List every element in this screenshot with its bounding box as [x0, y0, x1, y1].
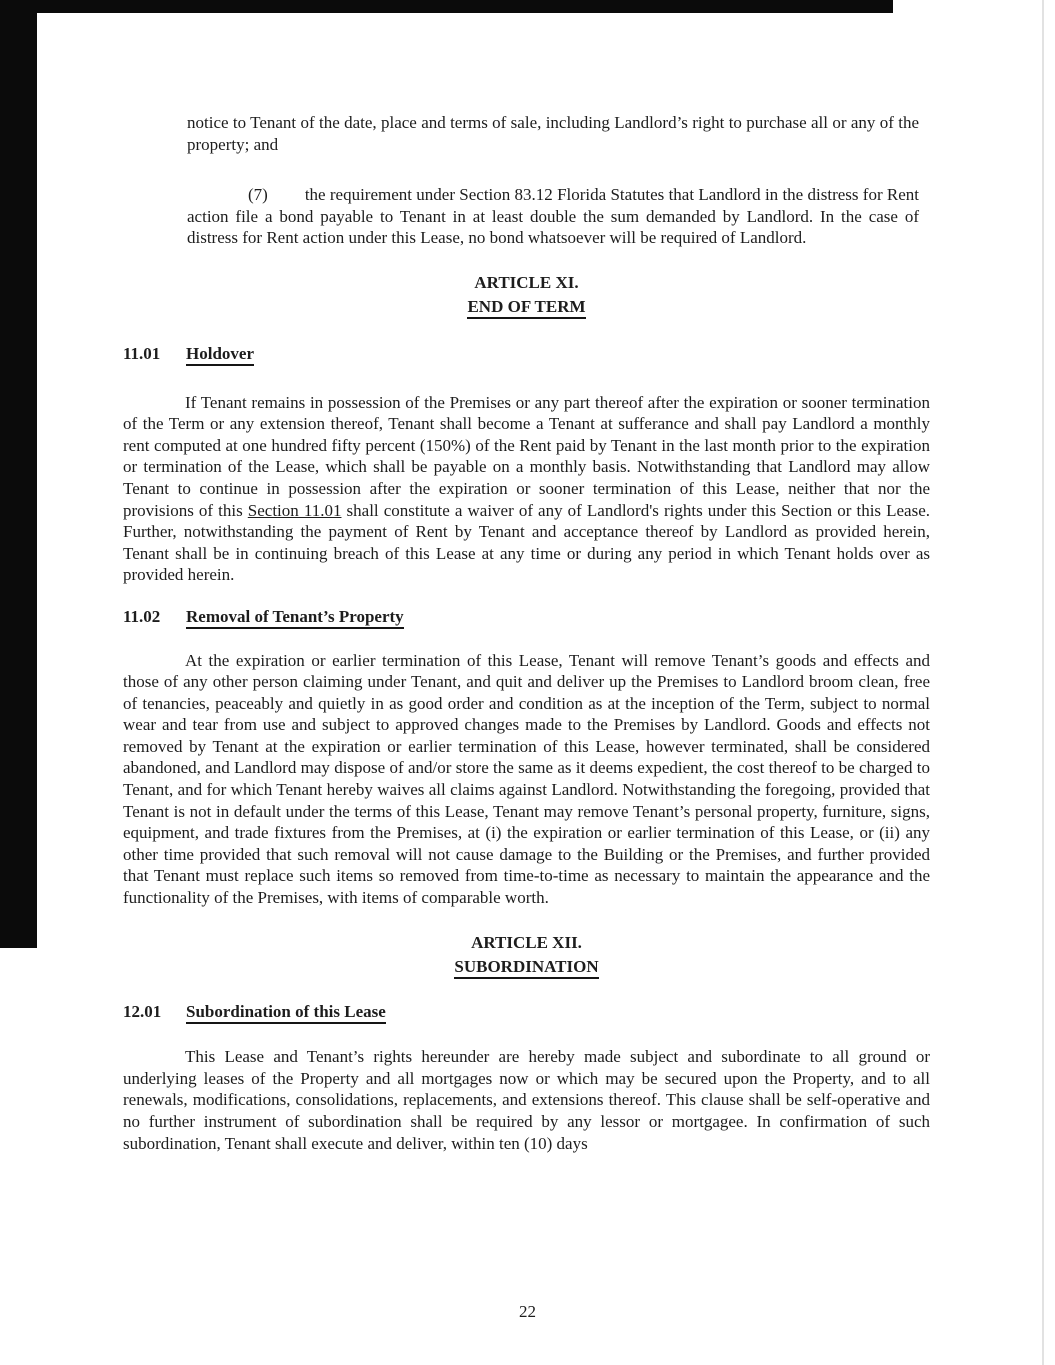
article-xi-title: ARTICLE XI.	[474, 272, 579, 292]
removal-paragraph: At the expiration or earlier termination of this Lease, Tenant will remove Tenant’s goods and effects and those of any other person claiming under Tenant, and quit and deliver up the Premises to Landlord broom clean, free of tenancies, peaceably and quietly in as good order and condition as at the inception of the Term, subject to normal wear and tear from use and subject to approved changes made to the Premises by Landlord. Goods and effects not removed by Tenant at the expiration or earlier termination of this Lease, however terminated, shall be considered abandoned, and Landlord may dispose of and/or store the same as it deems expedient, the cost thereof to be charged to Tenant, and for which Tenant hereby waives all claims against Landlord. Notwithstanding the foregoing, provided that Tenant is not in default under the terms of this Lease, Tenant may remove Tenant’s personal property, furniture, signs, equipment, and trade fixtures from the Premises, at (i) the expiration or earlier termination of this Lease, or (ii) any other time provided that such removal will not cause damage to the Building or the Premises, and further provided that Tenant must replace such items so removed from time-to-time as necessary to maintain the appearance and the functionality of the Premises, with items of comparable worth.	[123, 650, 930, 908]
section-11-01-reference: Section 11.01	[247, 500, 342, 520]
intro-block	[187, 112, 919, 249]
section-12-01-number: 12.01	[123, 1001, 162, 1021]
scan-artifact-right-line	[1042, 0, 1044, 1365]
article-xi-subtitle: END OF TERM	[123, 295, 930, 319]
item-7-label: (7)	[248, 185, 268, 205]
page-number: 22	[519, 1302, 536, 1321]
holdover-text-after: shall constitute a waiver of any of Landlord's rights under this Section or this Lease. Further, notwithstanding the payment of Rent by Tenant and acceptance thereof by Landlord as provided herein, Tenant shall be in continuing breach of this Lease at any time or during any period in which Tenant holds over as provided herein.	[123, 500, 930, 585]
section-11-01-title: Holdover	[186, 344, 254, 366]
article-xi-heading	[123, 271, 930, 319]
holdover-paragraph	[123, 392, 930, 586]
subordination-paragraph: This Lease and Tenant’s rights hereunder are hereby made subject and subordinate to all ground or underlying leases of the Property and all mortgages now or which may be secured upon the Property, and to all renewals, modifications, consolidations, replacements, and extensions thereof. This clause shall be self-operative and no further instrument of subordination shall be required by any lessor or mortgagee. In confirmation of such subordination, Tenant shall execute and deliver, within ten (10) days	[123, 1047, 930, 1153]
section-11-02-title: Removal of Tenant’s Property	[186, 607, 404, 629]
section-12-01-heading	[123, 1001, 930, 1023]
section-12-01-title: Subordination of this Lease	[186, 1002, 386, 1024]
intro-paragraph: notice to Tenant of the date, place and terms of sale, including Landlord’s right to purchase all or any of the property; and	[187, 113, 919, 154]
section-11-01-heading	[123, 343, 930, 365]
section-11-02-heading	[123, 606, 930, 628]
article-xii-title: ARTICLE XII.	[471, 932, 582, 952]
section-11-02-number: 11.02	[123, 606, 161, 626]
item-7-paragraph	[187, 184, 919, 249]
scan-artifact-left-bar	[0, 0, 37, 948]
holdover-text-before: If Tenant remains in possession of the Premises or any part thereof after the expiration or sooner termination of the Term or any extension thereof, Tenant shall become a Tenant at sufferance and shall pay Landlord a monthly rent computed at one hundred fifty percent (150%) of the Rent paid by Tenant in the last month prior to the expiration or termination of the Lease, which shall be payable on a monthly basis. Notwithstanding that Landlord may allow Tenant to continue in possession after the expiration or sooner termination of this Lease, neither that nor the provisions of this	[123, 392, 930, 520]
section-11-01-number: 11.01	[123, 343, 161, 363]
item-7-text: the requirement under Section 83.12 Florida Statutes that Landlord in the distress for Rent action file a bond payable to Tenant in at least double the sum demanded by Landlord. In the case of distress for Rent action under this Lease, no bond whatsoever will be required of Landlord.	[187, 185, 919, 248]
article-xii-subtitle: SUBORDINATION	[123, 955, 930, 979]
article-xii-heading	[123, 931, 930, 979]
document-body	[123, 0, 930, 1154]
